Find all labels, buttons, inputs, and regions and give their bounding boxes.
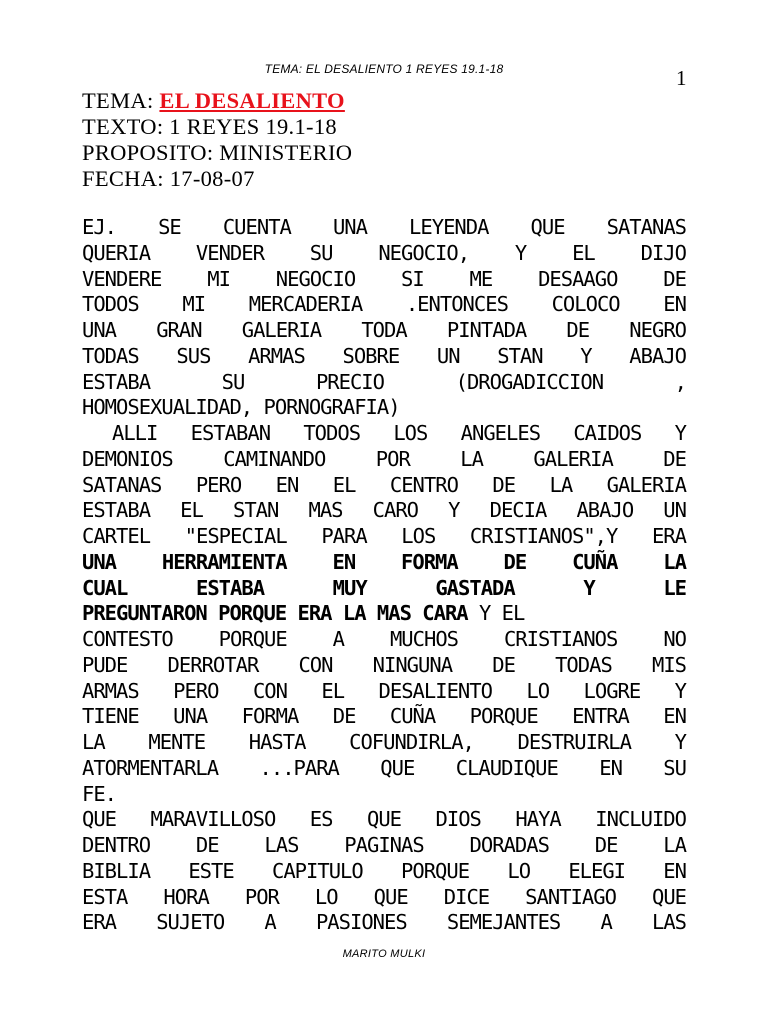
- tema-label: TEMA:: [82, 88, 160, 113]
- body-line-mixed: [82, 601, 686, 627]
- page-number: 1: [676, 66, 687, 90]
- body-line: TODOS MI MERCADERIA .ENTONCES COLOCO EN: [82, 292, 686, 317]
- body-line: VENDERE MI NEGOCIO SI ME DESAAGO DE: [82, 266, 686, 291]
- body-line: BIBLIA ESTE CAPITULO PORQUE LO ELEGI EN: [82, 858, 686, 883]
- body-line: DENTRO DE LAS PAGINAS DORADAS DE LA: [82, 833, 686, 857]
- tema-title: EL DESALIENTO: [159, 88, 345, 113]
- body-line: ATORMENTARLA ...PARA QUE CLAUDIQUE EN SU: [82, 755, 686, 780]
- tema-line: [82, 88, 352, 114]
- body-line: ESTABA SU PRECIO (DROGADICCION ,: [82, 369, 686, 394]
- body-line: EJ. SE CUENTA UNA LEYENDA QUE SATANAS: [82, 215, 686, 239]
- body-line: CONTESTO PORQUE A MUCHOS CRISTIANOS NO: [82, 627, 686, 651]
- sermon-body: [82, 215, 686, 936]
- bold-text: PREGUNTARON PORQUE ERA LA MAS CARA: [82, 601, 468, 626]
- body-line-bold: CUAL ESTABA MUY GASTADA Y LE: [82, 575, 686, 600]
- body-line: UNA GRAN GALERIA TODA PINTADA DE NEGRO: [82, 318, 686, 342]
- body-line: ARMAS PERO CON EL DESALIENTO LO LOGRE Y: [82, 678, 686, 703]
- body-line: SATANAS PERO EN EL CENTRO DE LA GALERIA: [82, 472, 686, 497]
- fecha-line: FECHA: 17-08-07: [82, 166, 255, 191]
- running-header: TEMA: EL DESALIENTO 1 REYES 19.1-18: [264, 62, 504, 76]
- body-line: QUE MARAVILLOSO ES QUE DIOS HAYA INCLUIDO: [82, 807, 686, 832]
- body-line: ESTABA EL STAN MAS CARO Y DECIA ABAJO UN: [82, 498, 686, 523]
- body-line: LA MENTE HASTA COFUNDIRLA, DESTRUIRLA Y: [82, 730, 686, 754]
- page-footer: MARITO MULKI: [342, 948, 426, 960]
- body-line: QUERIA VENDER SU NEGOCIO, Y EL DIJO: [82, 240, 686, 265]
- body-line: TODAS SUS ARMAS SOBRE UN STAN Y ABAJO: [82, 343, 686, 368]
- body-line-bold: UNA HERRAMIENTA EN FORMA DE CUÑA LA: [82, 549, 686, 574]
- body-line: ESTA HORA POR LO QUE DICE SANTIAGO QUE: [82, 884, 686, 909]
- body-line: ERA SUJETO A PASIONES SEMEJANTES A LAS: [82, 910, 686, 935]
- plain-text: Y EL: [467, 601, 525, 626]
- body-line: HOMOSEXUALIDAD, PORNOGRAFIA): [82, 395, 400, 420]
- texto-line: TEXTO: 1 REYES 19.1-18: [82, 114, 337, 139]
- proposito-line: PROPOSITO: MINISTERIO: [82, 140, 353, 165]
- body-line: CARTEL "ESPECIAL PARA LOS CRISTIANOS",Y ERA: [82, 524, 686, 548]
- body-line: TIENE UNA FORMA DE CUÑA PORQUE ENTRA EN: [82, 704, 686, 729]
- body-line: PUDE DERROTAR CON NINGUNA DE TODAS MIS: [82, 652, 686, 677]
- body-line: ALLI ESTABAN TODOS LOS ANGELES CAIDOS Y: [112, 421, 686, 445]
- body-line: DEMONIOS CAMINANDO POR LA GALERIA DE: [82, 446, 686, 471]
- sermon-metadata: [82, 88, 352, 192]
- body-line: FE.: [82, 781, 117, 806]
